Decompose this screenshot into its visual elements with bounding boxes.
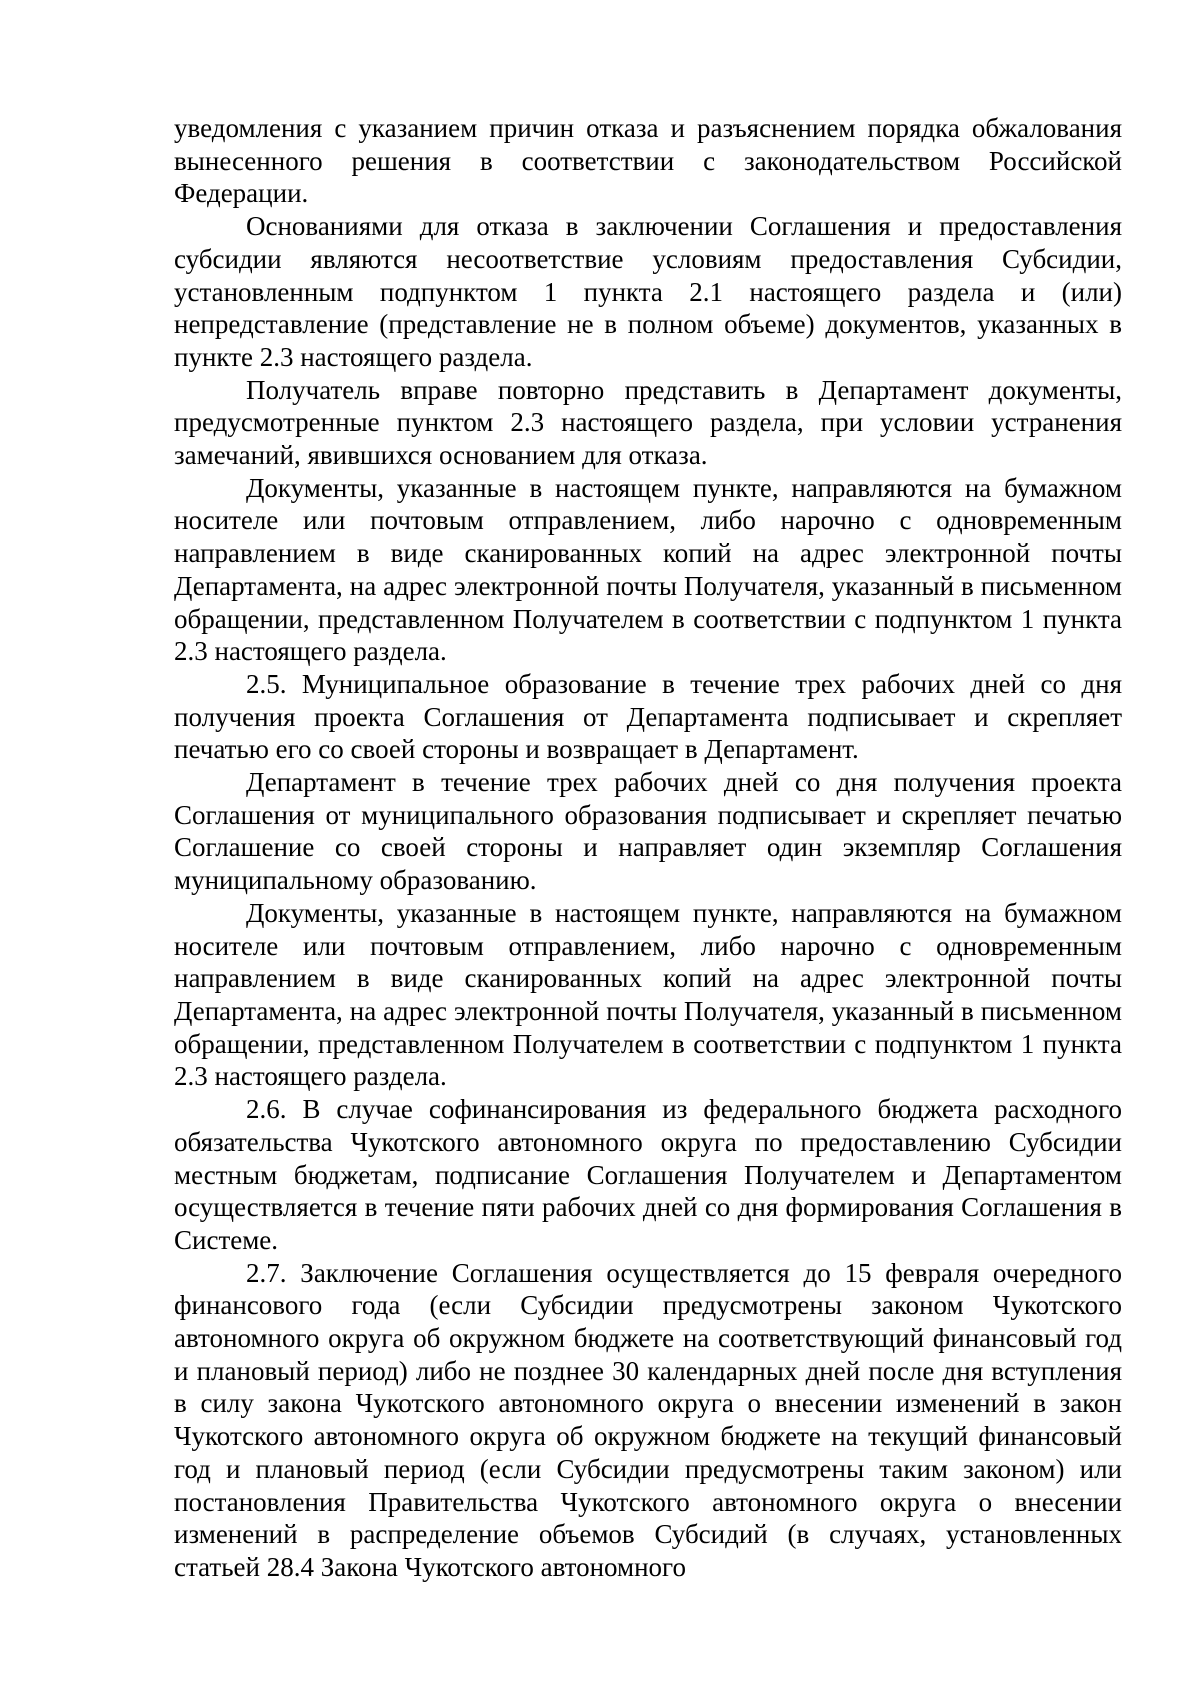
paragraph-clause-2-6: 2.6. В случае софинансирования из федерального бюджета расходного обязательства Чукотского автономного округа по предоставлению Субсидии местным бюджетам, подписание Соглашения Получателем и Департаментом осуществляется в течение пяти рабочих дней со дня формирования Соглашения в Системе. xyxy=(174,1094,1122,1255)
paragraph-document-delivery-2: Документы, указанные в настоящем пункте, направляются на бумажном носителе или почтовым отправлением, либо нарочно с одновременным направлением в виде сканированных копий на адрес электронной почты Департамента, на адрес электронной почты Получателя, указанный в письменном обращении, представленном Получателем в соответствии с подпунктом 1 пункта 2.3 настоящего раздела. xyxy=(174,897,1122,1092)
document-page xyxy=(174,112,1122,1584)
paragraph-document-delivery: Документы, указанные в настоящем пункте, направляются на бумажном носителе или почтовым отправлением, либо нарочно с одновременным направлением в виде сканированных копий на адрес электронной почты Департамента, на адрес электронной почты Получателя, указанный в письменном обращении, представленном Получателем в соответствии с подпунктом 1 пункта 2.3 настоящего раздела. xyxy=(174,472,1122,667)
paragraph-resubmission: Получатель вправе повторно представить в Департамент документы, предусмотренные пунктом 2.3 настоящего раздела, при условии устранения замечаний, явившихся основанием для отказа. xyxy=(174,374,1122,471)
paragraph-notice-continuation: уведомления с указанием причин отказа и разъяснением порядка обжалования вынесенного решения в соответствии с законодательством Российской Федерации. xyxy=(174,113,1122,209)
paragraph-department-signing: Департамент в течение трех рабочих дней со дня получения проекта Соглашения от муниципального образования подписывает и скрепляет печатью Соглашение со своей стороны и направляет один экземпляр Соглашения муниципальному образованию. xyxy=(174,767,1122,896)
paragraph-clause-2-5: 2.5. Муниципальное образование в течение трех рабочих дней со дня получения проекта Соглашения от Департамента подписывает и скрепляет печатью его со своей стороны и возвращает в Департамент. xyxy=(174,668,1122,765)
paragraph-clause-2-7: 2.7. Заключение Соглашения осуществляется до 15 февраля очередного финансового года (если Субсидии предусмотрены законом Чукотского автономного округа об окружном бюджете на соответствующий финансовый год и плановый период) либо не позднее 30 календарных дней после дня вступления в силу закона Чукотского автономного округа о внесении изменений в закон Чукотского автономного округа об окружном бюджете на текущий финансовый год и плановый период (если Субсидии предусмотрены таким законом) или постановления Правительства Чукотского автономного округа о внесении изменений в распределение объемов Субсидий (в случаях, установленных статьей 28.4 Закона Чукотского автономного xyxy=(174,1257,1122,1582)
paragraph-refusal-grounds: Основаниями для отказа в заключении Соглашения и предоставления субсидии являются несоответствие условиям предоставления Субсидии, установленным подпунктом 1 пункта 2.1 настоящего раздела и (или) непредставление (представление не в полном объеме) документов, указанных в пункте 2.3 настоящего раздела. xyxy=(174,211,1122,372)
